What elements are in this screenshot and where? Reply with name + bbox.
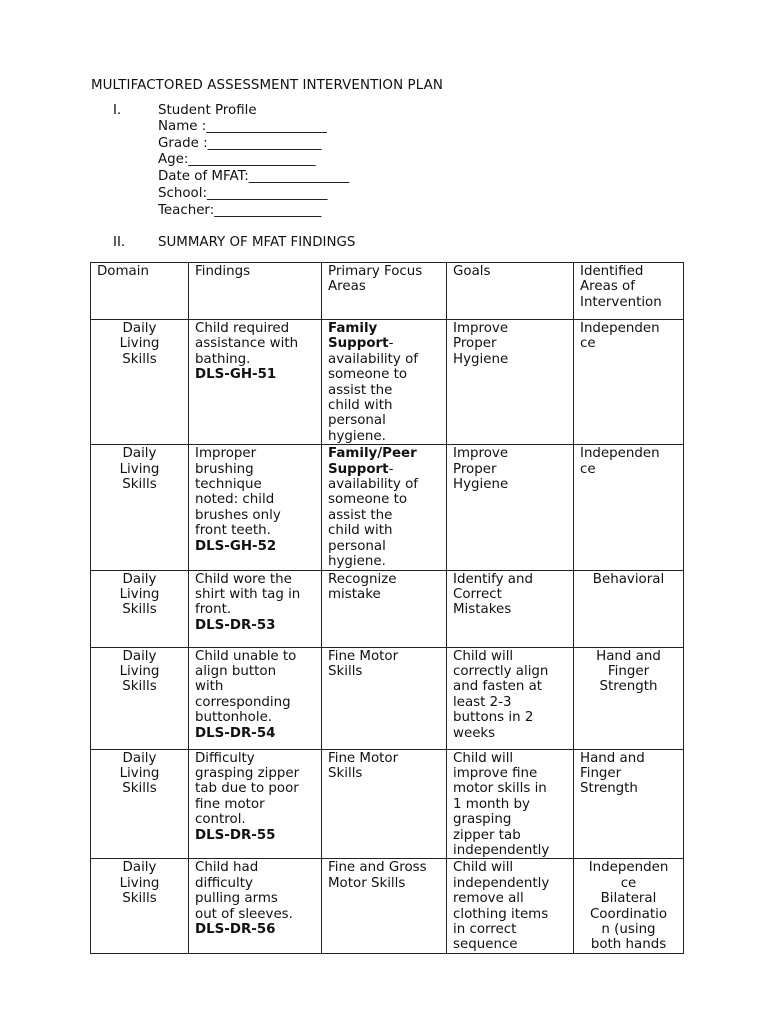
goals-cell bbox=[447, 749, 574, 859]
findings-cell bbox=[189, 859, 322, 953]
cell-text: remove all bbox=[453, 891, 524, 907]
cell-text: Skills bbox=[122, 891, 157, 907]
section-heading: Student Profile bbox=[158, 103, 257, 118]
cell-text: brushing bbox=[195, 461, 254, 477]
cell-text: both hands bbox=[590, 937, 667, 953]
cell-text: child with bbox=[328, 398, 393, 414]
cell-text: - bbox=[388, 461, 394, 477]
cell-text: Hygiene bbox=[453, 477, 509, 493]
cell-text: Proper bbox=[453, 336, 497, 352]
cell-text: n (using bbox=[601, 921, 656, 937]
cell-text: availability of bbox=[328, 351, 418, 367]
focus-cell bbox=[322, 445, 447, 570]
cell-text: Improper bbox=[195, 446, 257, 462]
mfat-findings-table bbox=[90, 262, 684, 954]
cell-text: Finger bbox=[607, 663, 650, 679]
findings-cell bbox=[189, 647, 322, 749]
column-header: Identified Areas of Intervention bbox=[574, 263, 684, 320]
cell-text: Skills bbox=[328, 663, 363, 679]
findings-cell bbox=[189, 445, 322, 570]
cell-text: Child had bbox=[195, 860, 259, 876]
student-profile-fields bbox=[158, 119, 349, 219]
cell-text: Improve bbox=[453, 446, 509, 462]
cell-text: ce bbox=[620, 875, 637, 891]
table-row bbox=[91, 647, 684, 749]
focus-bold-text: Support bbox=[328, 461, 389, 477]
cell-text: Finger bbox=[580, 765, 622, 781]
cell-text: hygiene. bbox=[328, 554, 386, 570]
cell-text: - bbox=[388, 336, 394, 352]
cell-text: independently bbox=[453, 875, 550, 891]
goals-cell bbox=[447, 445, 574, 570]
goals-cell bbox=[447, 647, 574, 749]
goals-cell bbox=[447, 859, 574, 953]
cell-text: child with bbox=[328, 523, 393, 539]
cell-text: Improve bbox=[453, 321, 509, 336]
cell-text: Living bbox=[119, 875, 160, 891]
cell-text: assist the bbox=[328, 507, 393, 523]
profile-field: Grade :_________________ bbox=[158, 135, 322, 151]
cell-text: Correct bbox=[453, 586, 502, 602]
cell-text: Child required bbox=[195, 321, 290, 336]
profile-field: Teacher:________________ bbox=[158, 202, 322, 218]
focus-cell bbox=[322, 570, 447, 647]
finding-code: DLS-DR-55 bbox=[195, 827, 276, 843]
finding-code: DLS-DR-53 bbox=[195, 617, 276, 633]
cell-text: assist the bbox=[328, 382, 393, 398]
cell-text: someone to bbox=[328, 492, 408, 508]
cell-text: Independen bbox=[580, 446, 660, 462]
cell-text: someone to bbox=[328, 367, 408, 383]
cell-text: ce bbox=[580, 461, 596, 477]
cell-text: Hand and bbox=[596, 648, 661, 664]
intervention-cell bbox=[574, 749, 684, 859]
goals-cell bbox=[447, 320, 574, 445]
goals-cell bbox=[447, 570, 574, 647]
cell-text: Daily bbox=[122, 648, 157, 664]
domain-cell bbox=[91, 320, 189, 445]
domain-cell bbox=[91, 647, 189, 749]
cell-text: sequence bbox=[453, 937, 518, 953]
cell-text: Living bbox=[119, 461, 160, 477]
cell-text: Fine Motor bbox=[328, 750, 399, 766]
cell-text: Hand and bbox=[580, 750, 645, 766]
column-header: Findings bbox=[189, 263, 322, 320]
cell-text: corresponding bbox=[195, 694, 291, 710]
focus-cell bbox=[322, 859, 447, 953]
intervention-cell bbox=[574, 445, 684, 570]
cell-text: tab due to poor bbox=[195, 781, 299, 797]
table-row bbox=[91, 445, 684, 570]
cell-text: with bbox=[195, 679, 224, 695]
cell-text: Daily bbox=[122, 750, 157, 766]
cell-text: grasping zipper bbox=[195, 765, 300, 781]
cell-text: Child will bbox=[453, 750, 514, 766]
table-row bbox=[91, 749, 684, 859]
cell-text: mistake bbox=[328, 586, 381, 602]
cell-text: bathing. bbox=[195, 351, 251, 367]
column-header: Goals bbox=[447, 263, 574, 320]
cell-text: front teeth. bbox=[195, 523, 271, 539]
domain-cell bbox=[91, 749, 189, 859]
focus-bold-text: Support bbox=[328, 336, 389, 352]
cell-text: personal bbox=[328, 538, 386, 554]
findings-cell bbox=[189, 320, 322, 445]
cell-text: front. bbox=[195, 602, 232, 618]
cell-text: Child will bbox=[453, 860, 514, 876]
cell-text: and fasten at bbox=[453, 679, 543, 695]
cell-text: assistance with bbox=[195, 336, 299, 352]
cell-text: Independen bbox=[580, 321, 660, 336]
finding-code: DLS-DR-56 bbox=[195, 921, 276, 937]
profile-field: School:__________________ bbox=[158, 185, 328, 201]
cell-text: Daily bbox=[122, 446, 157, 462]
findings-cell bbox=[189, 749, 322, 859]
section-heading: SUMMARY OF MFAT FINDINGS bbox=[158, 235, 356, 250]
cell-text: Fine and Gross bbox=[328, 860, 427, 876]
table-header-row bbox=[91, 263, 684, 320]
intervention-cell bbox=[574, 570, 684, 647]
cell-text: grasping bbox=[453, 812, 512, 828]
domain-cell bbox=[91, 859, 189, 953]
cell-text: buttonhole. bbox=[195, 710, 273, 726]
cell-text: Living bbox=[119, 336, 160, 352]
domain-cell bbox=[91, 570, 189, 647]
cell-text: independently bbox=[453, 842, 550, 858]
cell-text: Skills bbox=[122, 781, 157, 797]
cell-text: control. bbox=[195, 812, 246, 828]
cell-text: Child wore the bbox=[195, 571, 292, 587]
cell-text: technique bbox=[195, 477, 262, 493]
cell-text: hygiene. bbox=[328, 428, 386, 444]
cell-text: brushes only bbox=[195, 507, 281, 523]
cell-text: Independen bbox=[588, 860, 669, 876]
intervention-cell bbox=[574, 320, 684, 445]
cell-text: personal bbox=[328, 413, 386, 429]
focus-cell bbox=[322, 647, 447, 749]
cell-text: weeks bbox=[453, 725, 496, 741]
table-row bbox=[91, 859, 684, 953]
section-number: II. bbox=[113, 235, 126, 250]
section-number: I. bbox=[113, 103, 122, 118]
cell-text: out of sleeves. bbox=[195, 906, 293, 922]
cell-text: Skills bbox=[328, 765, 363, 781]
finding-code: DLS-DR-54 bbox=[195, 725, 276, 741]
table-row bbox=[91, 320, 684, 445]
cell-text: difficulty bbox=[195, 875, 253, 891]
intervention-cell bbox=[574, 647, 684, 749]
profile-field: Date of MFAT:_______________ bbox=[158, 169, 350, 185]
cell-text: Proper bbox=[453, 461, 497, 477]
profile-field: Name :__________________ bbox=[158, 119, 327, 134]
page-title: MULTIFACTORED ASSESSMENT INTERVENTION PLAN bbox=[91, 78, 443, 93]
cell-text: clothing items bbox=[453, 906, 549, 922]
cell-text: least 2-3 bbox=[453, 694, 512, 710]
cell-text: Mistakes bbox=[453, 602, 512, 618]
finding-code: DLS-GH-52 bbox=[195, 538, 277, 554]
focus-bold-text: Family bbox=[328, 321, 378, 336]
cell-text: Skills bbox=[122, 477, 157, 493]
cell-text: in correct bbox=[453, 921, 517, 937]
cell-text: availability of bbox=[328, 477, 418, 493]
finding-code: DLS-GH-51 bbox=[195, 367, 277, 383]
findings-cell bbox=[189, 570, 322, 647]
cell-text: Child will bbox=[453, 648, 514, 664]
focus-cell bbox=[322, 320, 447, 445]
cell-text: Daily bbox=[122, 321, 157, 336]
table-row bbox=[91, 570, 684, 647]
focus-bold-text: Family/Peer bbox=[328, 446, 417, 462]
cell-text: Motor Skills bbox=[328, 875, 406, 891]
cell-text: pulling arms bbox=[195, 891, 278, 907]
focus-cell bbox=[322, 749, 447, 859]
cell-text: fine motor bbox=[195, 796, 265, 812]
cell-text: correctly align bbox=[453, 663, 549, 679]
cell-text: Living bbox=[119, 663, 160, 679]
cell-text: align button bbox=[195, 663, 277, 679]
column-header: Domain bbox=[91, 263, 189, 320]
cell-text: Living bbox=[119, 586, 160, 602]
cell-text: Skills bbox=[122, 602, 157, 618]
cell-text: Skills bbox=[122, 679, 157, 695]
cell-text: Strength bbox=[599, 679, 658, 695]
cell-text: Daily bbox=[122, 860, 157, 876]
cell-text: Bilateral bbox=[600, 891, 657, 907]
cell-text: shirt with tag in bbox=[195, 586, 301, 602]
cell-text: 1 month by bbox=[453, 796, 530, 812]
profile-field: Age:___________________ bbox=[158, 152, 316, 168]
cell-text: ce bbox=[580, 336, 596, 352]
cell-text: Strength bbox=[580, 781, 638, 797]
domain-cell bbox=[91, 445, 189, 570]
intervention-cell bbox=[574, 859, 684, 953]
cell-text: zipper tab bbox=[453, 827, 521, 843]
cell-text: Hygiene bbox=[453, 351, 509, 367]
cell-text: buttons in 2 bbox=[453, 710, 534, 726]
cell-text: noted: child bbox=[195, 492, 275, 508]
cell-text: improve fine bbox=[453, 765, 538, 781]
cell-text: motor skills in bbox=[453, 781, 547, 797]
column-header: Primary Focus Areas bbox=[322, 263, 447, 320]
cell-text: Daily bbox=[122, 571, 157, 587]
cell-text: Fine Motor bbox=[328, 648, 399, 664]
cell-text: Coordinatio bbox=[589, 906, 668, 922]
cell-text: Difficulty bbox=[195, 750, 255, 766]
cell-text: Living bbox=[119, 765, 160, 781]
cell-text: Skills bbox=[122, 351, 157, 367]
cell-text: Child unable to bbox=[195, 648, 297, 664]
cell-text: Behavioral bbox=[592, 571, 665, 587]
cell-text: Recognize bbox=[328, 571, 397, 587]
cell-text: Identify and bbox=[453, 571, 533, 587]
